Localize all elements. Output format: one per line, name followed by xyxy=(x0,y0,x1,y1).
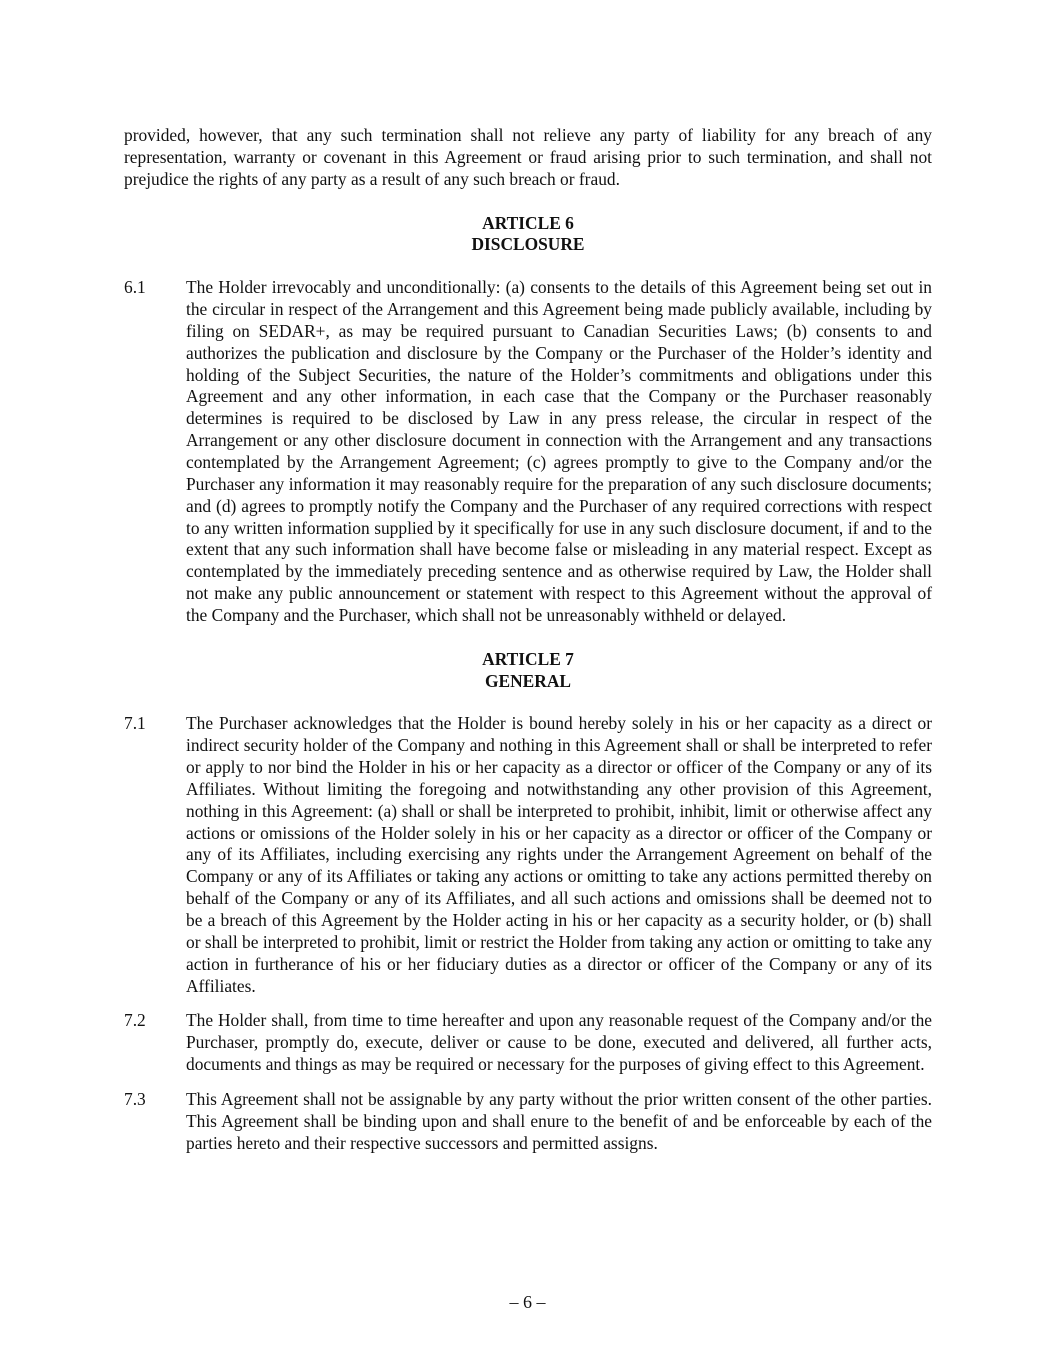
article-6-heading xyxy=(124,213,932,257)
clause-text: This Agreement shall not be assignable by any party without the prior written consent of the other parties. This Agreement shall be binding upon and shall enure to the benefit of and be enforceable by each of the parties hereto and their respective successors and permitted assigns. xyxy=(186,1088,932,1153)
clause-text: The Holder irrevocably and unconditionally: (a) consents to the details of this Agreement being set out in the circular in respect of the Arrangement and this Agreement being made publicly available, including by filing on SEDAR+, as may be required pursuant to Canadian Securities Laws; (b) consents to and authorizes the publication and disclosure by the Company or the Purchaser of the Holder’s identity and holding of the Subject Securities, the nature of the Holder’s commitments and obligations under this Agreement and any other information, in each case that the Company or the Purchaser reasonably determines is required to be disclosed by Law in any press release, the circular in respect of the Arrangement or any other disclosure document in connection with the Arrangement and any transactions contemplated by the Arrangement Agreement; (c) agrees promptly to give to the Company and/or the Purchaser any information it may reasonably require for the preparation of any such disclosure documents; and (d) agrees to promptly notify the Company and the Purchaser of any required corrections with respect to any written information supplied by it specifically for use in any such disclosure document, if and to the extent that any such information shall have become false or misleading in any material respect. Except as contemplated by the immediately preceding sentence and as otherwise required by Law, the Holder shall not make any public announcement or statement with respect to this Agreement without the approval of the Company and the Purchaser, which shall not be unreasonably withheld or delayed. xyxy=(186,277,932,625)
page-number: – 6 – xyxy=(509,1292,546,1312)
article-7-title: GENERAL xyxy=(484,670,571,691)
clause-number: 7.2 xyxy=(124,1010,146,1031)
article-6-number: ARTICLE 6 xyxy=(482,212,574,233)
clause-text: The Holder shall, from time to time hereafter and upon any reasonable request of the Company and/or the Purchaser, promptly do, execute, deliver or cause to be done, executed and delivered, all further acts, documents and things as may be required or necessary for the purposes of giving effect to this Agreement. xyxy=(186,1010,932,1075)
clause-7-2 xyxy=(124,1010,932,1076)
clause-7-3 xyxy=(124,1089,932,1155)
clause-6-1 xyxy=(124,277,932,627)
clause-7-1 xyxy=(124,713,932,997)
article-6-title: DISCLOSURE xyxy=(471,234,585,255)
clause-number: 7.3 xyxy=(124,1088,146,1109)
intro-paragraph: provided, however, that any such termination shall not relieve any party of liability for any breach of any representation, warranty or covenant in this Agreement or fraud arising prior to such termination, and shall not prejudice the rights of any party as a result of any such breach or fraud. xyxy=(124,125,932,189)
document-page xyxy=(124,125,932,1154)
clause-text: The Purchaser acknowledges that the Holder is bound hereby solely in his or her capacity as a direct or indirect security holder of the Company and nothing in this Agreement shall or shall be interpreted to refer or apply to nor bind the Holder in his or her capacity as a director or officer of the Company or any of its Affiliates. Without limiting the foregoing and notwithstanding any other provision of this Agreement, nothing in this Agreement: (a) shall or shall be interpreted to prohibit, inhibit, limit or otherwise affect any actions or omissions of the Holder solely in his or her capacity as a director or officer of the Company or any of its Affiliates, including exercising any rights under the Arrangement Agreement on behalf of the Company or any of its Affiliates or taking any actions or omitting to take any actions permitted thereby on behalf of the Company or any of its Affiliates, and all such actions and omissions shall be deemed not to be a breach of this Agreement by the Holder acting in his or her capacity as a security holder, or (b) shall or shall be interpreted to prohibit, limit or restrict the Holder from taking any action or omitting to take any action in furtherance of his or her fiduciary duties as a director or officer of the Company or any of its Affiliates. xyxy=(186,713,932,996)
article-7-number: ARTICLE 7 xyxy=(482,648,574,669)
article-7-heading xyxy=(124,649,932,693)
clause-number: 7.1 xyxy=(124,713,146,734)
clause-number: 6.1 xyxy=(124,277,146,298)
